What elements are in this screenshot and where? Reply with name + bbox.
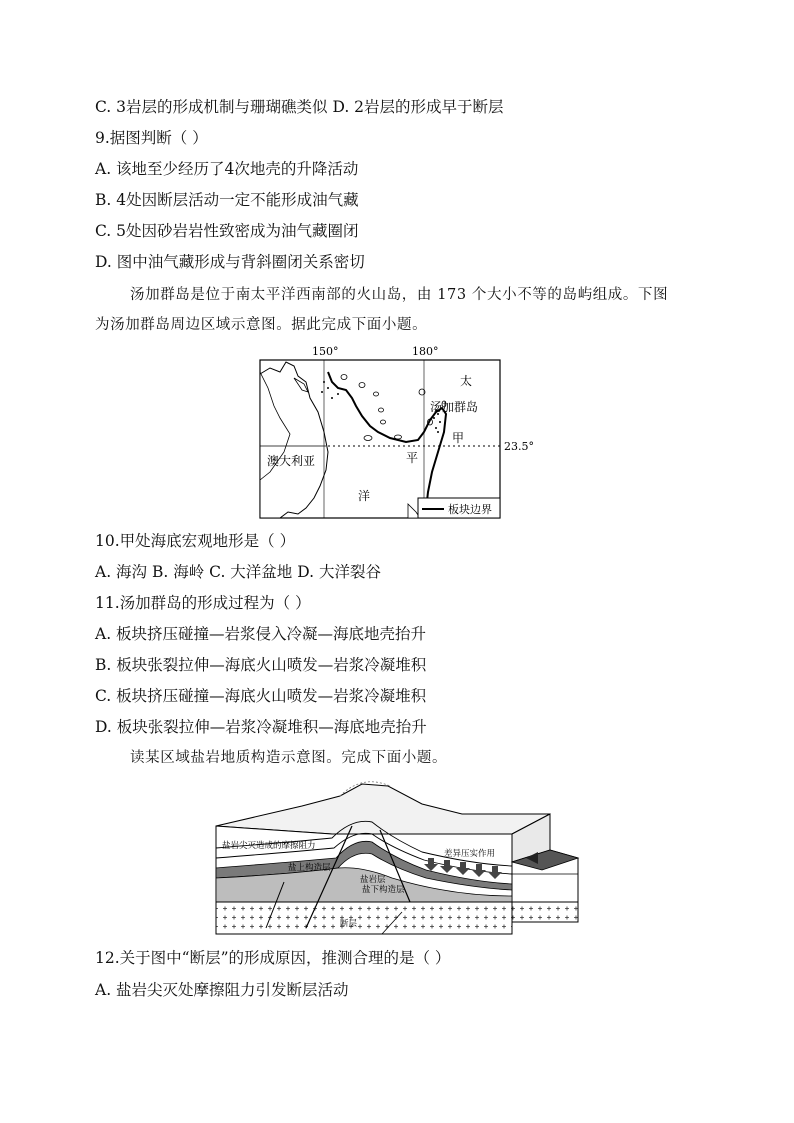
label-australia: 澳大利亚 (267, 454, 316, 468)
q9-option-d: D. 图中油气藏形成与背斜圈闭关系密切 (95, 253, 365, 271)
question-12: 12.关于图中“断层”的形成原因，推测合理的是（ ） (95, 949, 451, 967)
lat-label: 23.5° (504, 440, 534, 453)
passage-tonga-2: 为汤加群岛周边区域示意图。据此完成下面小题。 (95, 317, 428, 333)
label-pressure: 差异压实作用 (444, 849, 496, 859)
q11-option-b: B. 板块张裂拉伸—海底火山喷发—岩浆冷凝堆积 (95, 656, 427, 674)
label-lower-layer: 盐下构造层 (362, 885, 405, 895)
tonga-map (258, 342, 534, 522)
passage-salt: 读某区域盐岩地质构造示意图。完成下面小题。 (130, 750, 448, 766)
q11-option-a: A. 板块挤压碰撞—岩浆侵入冷凝—海底地壳抬升 (95, 625, 427, 643)
label-upper-layer: 盐上构造层 (288, 863, 331, 873)
question-11: 11.汤加群岛的形成过程为（ ） (95, 594, 311, 612)
label-salt-layer: 盐岩层 (360, 875, 386, 885)
q11-option-d: D. 板块张裂拉伸—岩浆冷凝堆积—海底地壳抬升 (95, 718, 427, 736)
passage-tonga-1: 汤加群岛是位于南太平洋西南部的火山岛，由 173 个大小不等的岛屿组成。下图 (130, 287, 669, 303)
q9-option-c: C. 5处因砂岩岩性致密成为油气藏圈闭 (95, 222, 359, 240)
label-ping: 平 (406, 451, 419, 465)
question-9: 9.据图判断（ ） (95, 129, 208, 147)
label-fault: 断层 (340, 919, 358, 929)
q9-option-b: B. 4处因断层活动一定不能形成油气藏 (95, 191, 359, 209)
salt-block-diagram (212, 778, 582, 940)
label-tonga: 汤加群岛 (430, 400, 479, 414)
label-jia: 甲 (452, 431, 465, 445)
label-friction: 盐岩尖灭造成的摩擦阻力 (222, 841, 316, 851)
q11-option-c: C. 板块挤压碰撞—海底火山喷发—岩浆冷凝堆积 (95, 687, 427, 705)
q10-options: A. 海沟 B. 海岭 C. 大洋盆地 D. 大洋裂谷 (95, 563, 381, 581)
label-tai: 太 (460, 374, 473, 388)
question-10: 10.甲处海底宏观地形是（ ） (95, 532, 296, 550)
lon-180-label: 180° (412, 345, 439, 358)
lon-150-label: 150° (312, 345, 339, 358)
q12-option-a: A. 盐岩尖灭处摩擦阻力引发断层活动 (95, 981, 349, 999)
legend-label: 板块边界 (448, 503, 492, 516)
q9-option-a: A. 该地至少经历了4次地壳的升降活动 (95, 160, 359, 178)
label-yang: 洋 (358, 489, 371, 503)
option-c-q8: C. 3岩层的形成机制与珊瑚礁类似 D. 2岩层的形成早于断层 (95, 98, 504, 116)
